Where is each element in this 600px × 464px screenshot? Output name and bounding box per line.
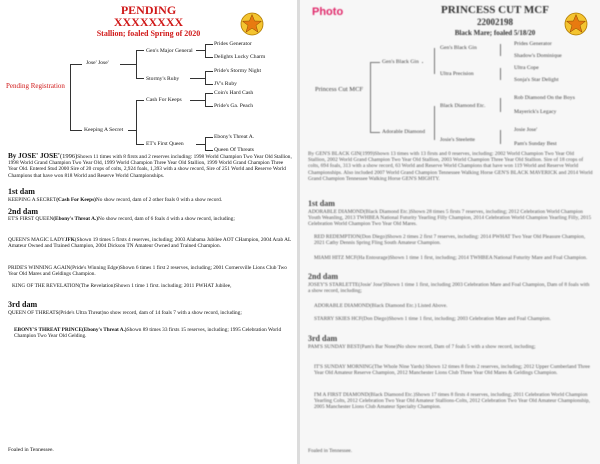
sire-year: (1996)	[59, 153, 78, 160]
pedigree-dam-dam: ET's First Queen	[146, 141, 184, 147]
right-subtitle: Black Mare; foaled 5/18/20	[454, 29, 536, 37]
pedigree-g5: Coin's Hard Cash	[214, 90, 254, 96]
first-dam-heading: 1st dam	[8, 187, 35, 196]
right-third-dam-heading: 3rd dam	[308, 334, 338, 343]
second-dam-record: No show record, dam of 6 foals 4 with a show record, including;	[98, 216, 235, 222]
right-pedigree-g1: Prides Generator	[514, 41, 552, 47]
pedigree-g8: Queen Of Threats	[214, 147, 254, 153]
offspring-3-record: (The Revelation)Shown 1 time 1 first. including; 2011 PWHAT Jubilee,	[79, 283, 232, 289]
right-sire-paragraph: By GEN'S BLACK GIN(1999)Shown 13 times with 13 firsts and 0 reserves, including: 2002 World Champion Two Year Old Stallion, 2002 World Grand Champion Two Year Old Stallion, 2003 World Champion Three Year Old Stallion. Sire of 18 crops of colts, 694 foals, 313 with a show record, 63 World and Reserve World Champions that have won 119 World and Reserve World Championships. Also included 2007 World Grand Champion Tennessee Walking Horse GEN'S BLACK MAVERICK and 2014 World Grand Champion Tennessee Walking Horse GEN'S MIGHTY.	[308, 151, 593, 182]
sire-text: Shown 11 times with 8 firsts and 2 reserves including: 1998 World Champion Two Year Old Stallion, 1998 World Grand Champion Two Year Old, 1999 World Champion Three Year Old Stallion, 1999 World Grand Champion Three Year Old. Entered Stud 2000 Sire of 20 crops of colts, 2,924 foals, 1,393 with a show record, Sire of 251 World and Reserve World Champions that have won 818 World and Reserve World Championships.	[8, 154, 292, 179]
offspring-2-name: PRIDE'S WINNING AGAIN	[8, 265, 71, 271]
right-pedigree-p2: Ultra Precision	[440, 71, 474, 77]
right-page	[300, 0, 600, 464]
sire-lead: By JOSE' JOSE'	[8, 152, 60, 160]
right-foaled-footer: Foaled in Tennessee.	[308, 448, 353, 454]
offspring-3	[12, 283, 293, 289]
right-pedigree-p4: Josie's Steelette	[440, 137, 476, 143]
right-pedigree-dam: Adorable Diamond	[382, 129, 426, 135]
offspring-1-sire: JFK	[64, 237, 75, 243]
first-dam-record: No show record, dam of 2 other foals 0 with a show record.	[95, 197, 223, 203]
offspring-3-name: KING OF THE REVELATION	[12, 283, 80, 289]
pedigree-sire-dam: Stormy's Ruby	[146, 76, 180, 82]
right-first-dam-text: ADORABLE DIAMOND(Black Diamond Etc.)Shown 28 times 5 firsts 7 reserves, including; 2012 Celebration World Champion Youth Weanling, 2013 TWHBEA National Futurity Yearling Filly Champion, 2014 Celebration World Champion Yearling Filly, 2015 Celebration World Champion Two Year Old Mares.	[308, 209, 592, 228]
right-pedigree-sire: Gen's Black Gin	[382, 59, 419, 65]
second-dam-text	[8, 216, 293, 222]
right-registration: 22002198	[477, 17, 513, 27]
pedigree-g7: Ebony's Threat A.	[214, 134, 255, 140]
right-pedigree-g8: Pam's Sunday Best	[514, 141, 557, 147]
star-badge-icon	[564, 12, 588, 36]
pedigree-dam-sire: Cash For Keeps	[146, 97, 182, 103]
right-offspring-f: I'M A FIRST DIAMOND(Black Diamond Etc.)Shown 17 times 8 firsts 4 reserves, including; 2011 Celebration World Champion Yearling Colts, 2012 Celebration Two Year Old Amateur Stallions-Colts, 2012 Celebration Two Year Old Amateur Championship, 2005 Manchester Lions Club Amateur Specialty Champion.	[314, 392, 591, 411]
right-pedigree-g4: Sonja's Star Delight	[514, 77, 559, 83]
first-dam-text	[8, 197, 293, 203]
right-pedigree-g2: Shadow's Dominique	[514, 53, 562, 59]
right-pedigree-g7: Josie Jose'	[514, 127, 538, 133]
horse-subtitle: Stallion; foaled Spring of 2020	[96, 29, 201, 38]
horse-name: XXXXXXXX	[113, 15, 184, 29]
right-pedigree-g6: Mayerick's Legacy	[514, 109, 557, 115]
right-pedigree-g3: Ultra Cope	[514, 65, 539, 71]
pedigree-subject: Pending Registration	[6, 82, 65, 90]
pedigree-sire: Jose' Jose'	[86, 60, 109, 66]
pedigree-sire-sire: Gen's Major General	[146, 48, 193, 54]
third-dam-record: (Pride's Ultra Threat)no show record, dam of 14 foals 7 with a show record, including;	[58, 310, 242, 316]
right-horse-name: PRINCESS CUT MCF	[441, 4, 549, 16]
second-dam-heading: 2nd dam	[8, 207, 39, 216]
status-title: PENDING	[120, 3, 177, 17]
right-offspring-a: RED REDEMPTION(Don Diego)Shown 2 times 2 first 7 reserves, including: 2014 PWHAT Two Year Old Pleasure Champion, 2021 Cathy Dennis Spring Fling South Amateur Champion.	[314, 234, 586, 247]
second-dam-name: ET'S FIRST QUEEN	[8, 216, 54, 222]
first-dam-name: KEEPING A SECRET	[8, 197, 57, 203]
pedigree-dam: Keeping A Secret	[84, 127, 124, 133]
first-dam-sire: (Cash For Keeps)	[56, 197, 96, 203]
offspring-2	[8, 265, 293, 277]
pedigree-g4: JV's Ruby	[214, 81, 237, 87]
right-first-dam-heading: 1st dam	[308, 199, 335, 208]
pedigree-g6: Pride's Ga. Peach	[214, 103, 254, 109]
third-dam-text	[8, 310, 293, 316]
offspring-4-record: Shown 89 times 33 firsts 15 reserves, including; 1995 Celebration World Champion Two Year Old Gelding.	[14, 327, 282, 340]
pedigree-g1: Prides Generator	[214, 41, 252, 47]
third-dam-name: QUEEN OF THREATS	[8, 310, 59, 316]
sire-paragraph	[8, 153, 293, 179]
offspring-1-record: (Shown 19 times 5 firsts 4 reserves, including; 2003 Alabama Jubilee AOT CHampion, 2004 Arab AL Amateur Owned and Trained Champion, 2004 Dickson TN Amateur Owned and Trained Champion.	[8, 237, 292, 250]
second-dam-sire: (Ebony's Threat A.)	[53, 216, 98, 222]
right-offspring-d: STARRY SKIES HCF(Don Diego)Shown 1 time 1 first, including; 2003 Celebration Mare and Foal Champion.	[314, 316, 551, 322]
right-offspring-c: ADORABLE DIAMOND(Black Diamond Etc.) Listed Above.	[314, 303, 448, 309]
right-third-dam-text: PAM'S SUNDAY BEST(Pam's Bar None)No show record, Dam of 7 foals 5 with a show record, including;	[308, 344, 536, 350]
offspring-1-name: QUEEN'S MAGIC LADY	[8, 237, 65, 243]
photo-label: Photo	[312, 6, 344, 18]
foaled-footer: Foaled in Tennessee.	[8, 447, 54, 453]
star-badge-icon	[240, 12, 264, 36]
offspring-1	[8, 237, 293, 249]
right-offspring-b: MIAMI HITZ MCF(Ha Entourage)Shown 1 time 1 first, including; 2014 TWHBEA National Futurity Mare and Foal Champion.	[314, 255, 588, 261]
right-second-dam-text: JOSEY'S STARLETTE(Josie' Jose')Shown 1 time 1 first, including 2003 Celebration Mare and Foal Champion, Dam of 8 foals with a show record, including;	[308, 282, 590, 295]
offspring-4-name: EBONY'S THREAT PRINCE	[14, 327, 82, 333]
right-pedigree-subject: Princess Cut MCF	[315, 86, 364, 93]
offspring-4	[14, 327, 293, 339]
right-second-dam-heading: 2nd dam	[308, 272, 339, 281]
right-pedigree-p3: Black Diamond Etc.	[440, 103, 486, 109]
third-dam-heading: 3rd dam	[8, 300, 38, 309]
offspring-4-sire: (Ebony's Threat A.)	[82, 327, 127, 333]
pedigree-g3: Pride's Stormy Night	[214, 68, 262, 74]
left-page	[0, 0, 297, 464]
right-pedigree-p1: Gen's Black Gin	[440, 45, 477, 51]
right-pedigree-g5: Rob Diamond On the Boys	[514, 95, 575, 101]
right-offspring-e: IT'S SUNDAY MORNING(The Whole Nine Yards) Shown 12 times 8 firsts 2 reserves, including; 2012 Upper Cumberland Three Year Old Amateur Reserve Champion, 2012 Manchester Lions Club Three Year Old Mares & Geldings Champion.	[314, 364, 590, 377]
offspring-2-record: (Pride's Winning Edge)Shown 6 times 1 first 2 reserves, including; 2001 Cornersville Lions Club Two Year Old Mares and Geldings Champion.	[8, 265, 287, 278]
pedigree-g2: Delights Lucky Charm	[214, 54, 266, 60]
